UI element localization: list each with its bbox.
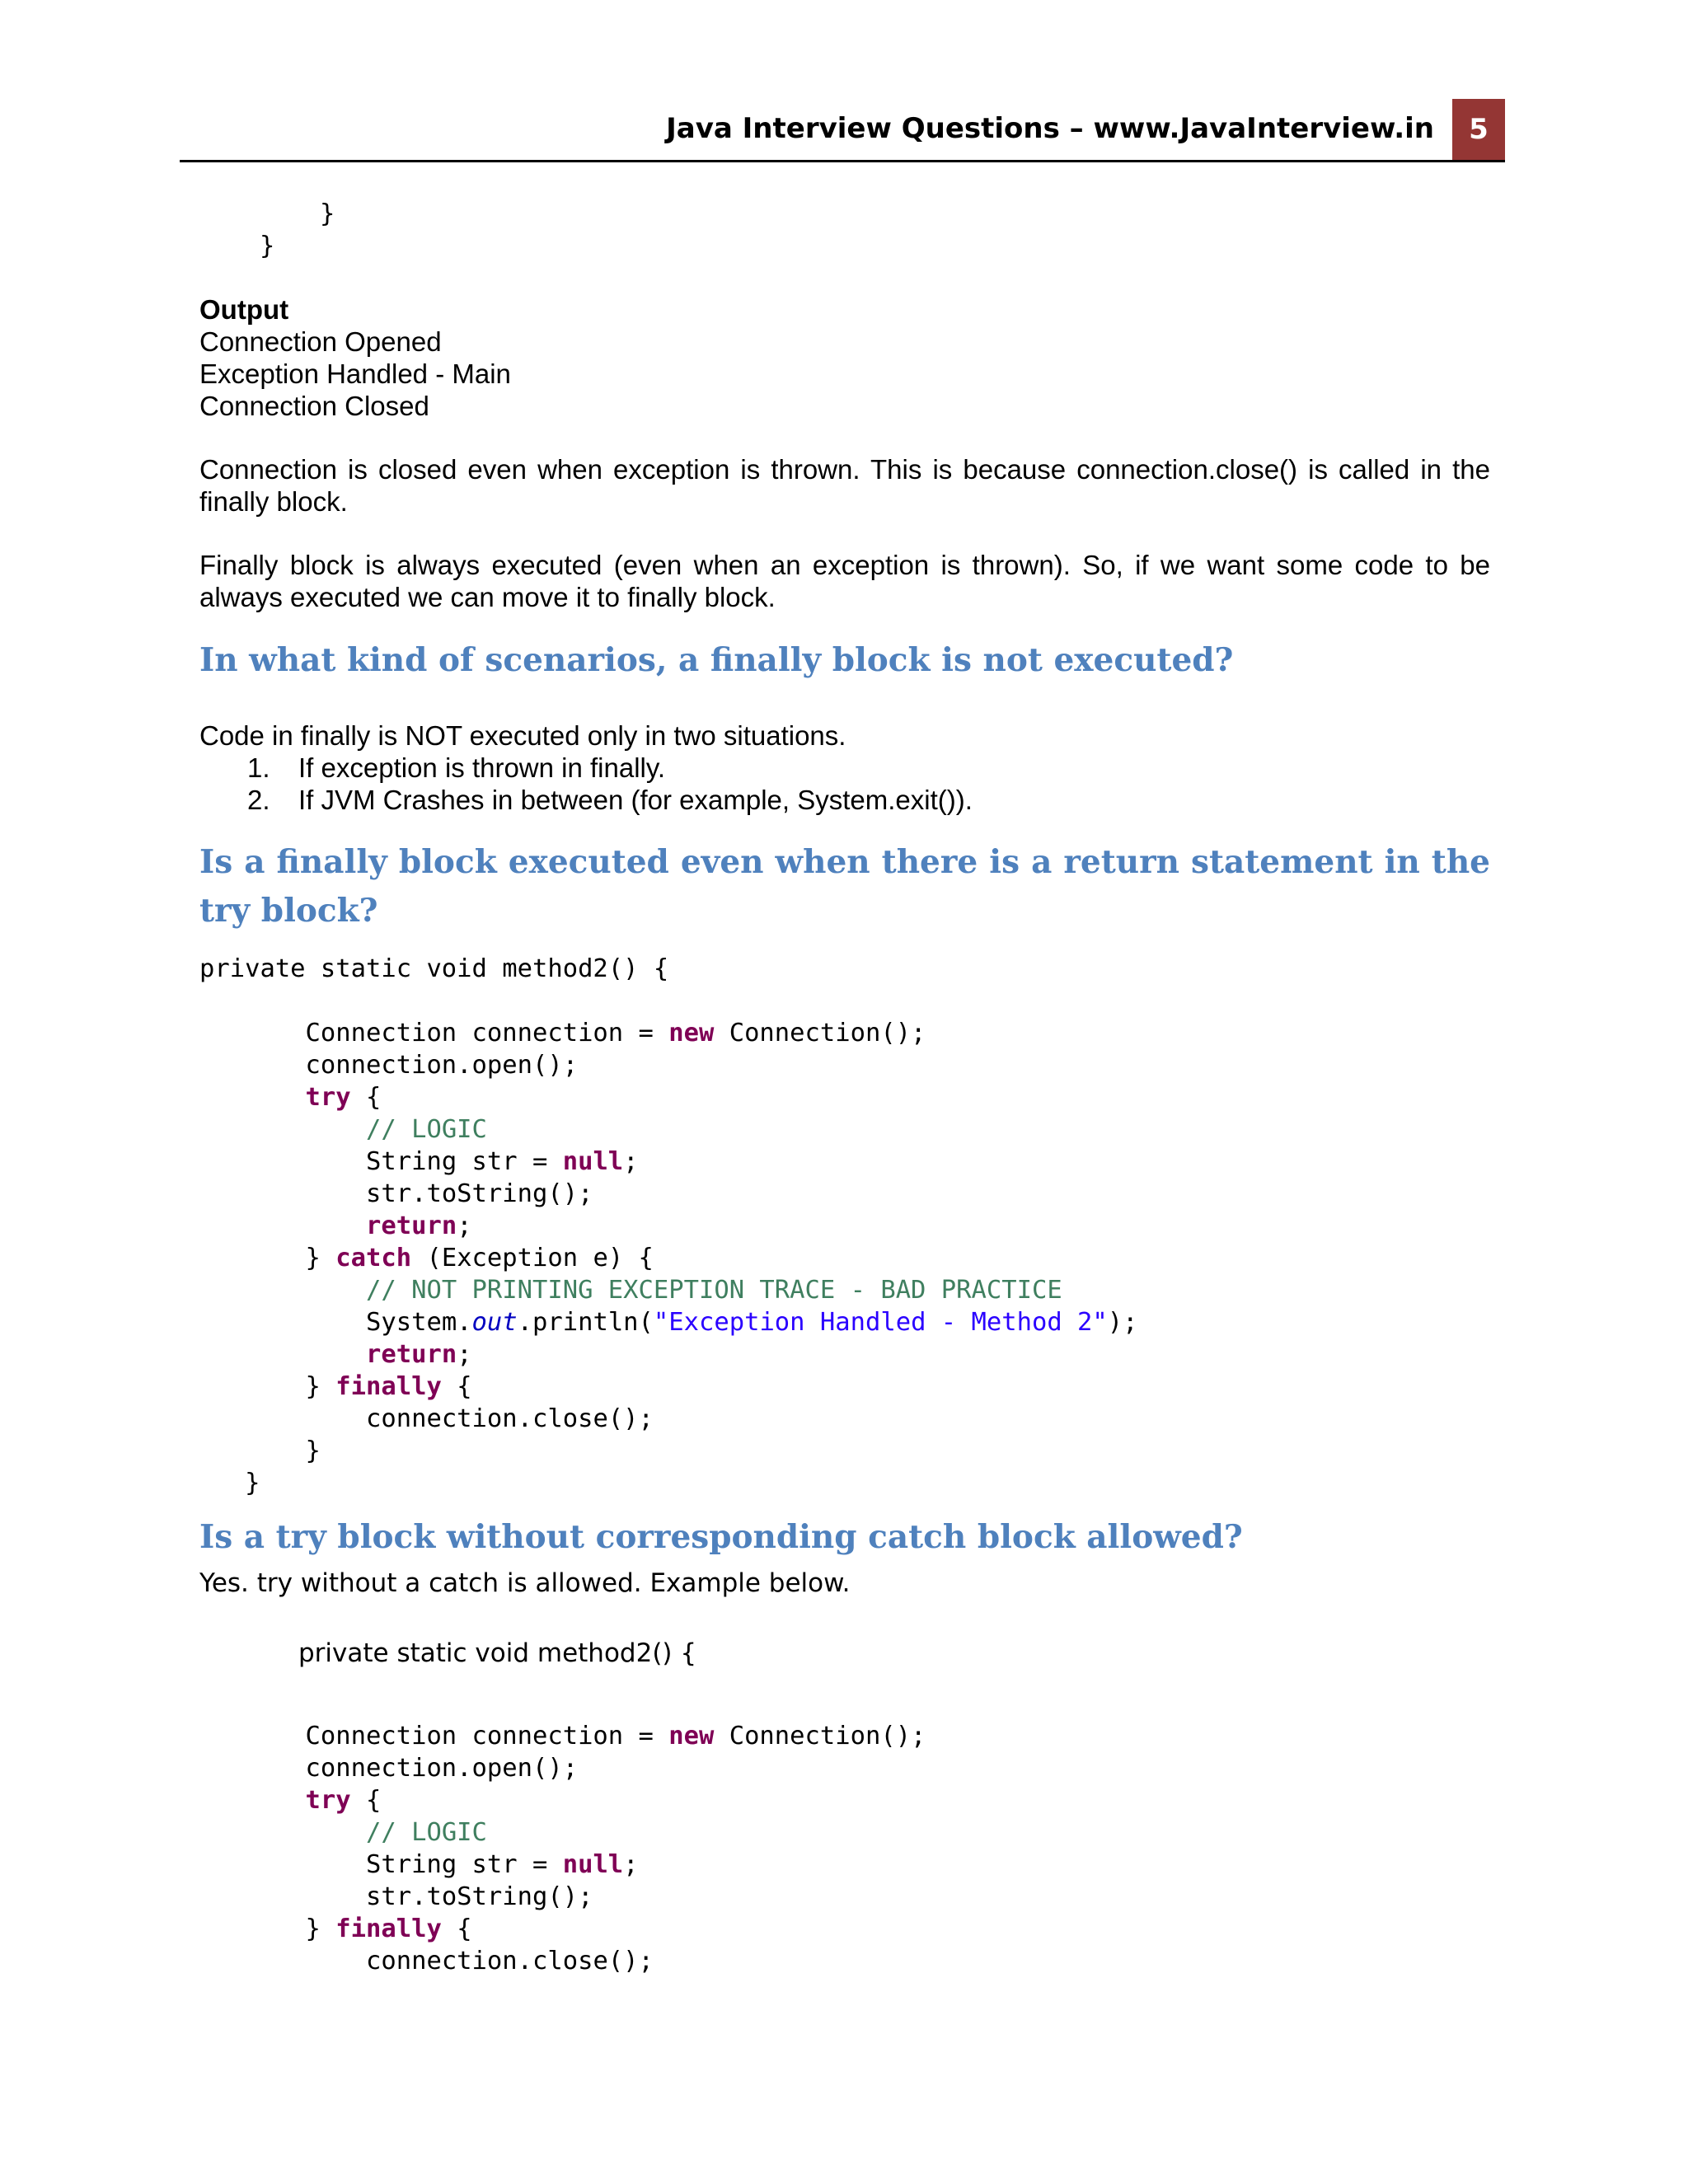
heading-try-without-catch: Is a try block without corresponding catch block allowed? <box>199 1518 1243 1556</box>
code-signature: private static void method2() { <box>298 1638 697 1668</box>
output-line: Connection Closed <box>199 391 429 421</box>
code-closing-brace-inner: } <box>320 199 335 228</box>
paragraph-finally-always: Finally block is always executed (even when an exception is thrown). So, if we want some code to be always executed we can move it to finally block. <box>199 550 1490 612</box>
code-listing: private static void method2() { Connection connection = new Connection(); connection.open(); try { // LOGIC String str = null; str.toString(); return; } catch (Exception e) { // NOT PRINTING EXCEPTION TRACE - BAD PRACTICE System.out.println("Exception Handled - Method 2"); return; } finally { connection.close(); } } <box>199 954 1138 1497</box>
output-line: Exception Handled - Main <box>199 359 511 389</box>
header-title: Java Interview Questions – www.JavaInterview.in <box>666 112 1434 145</box>
code-block-try-without-catch <box>199 1705 926 1992</box>
output-label: Output <box>199 294 289 325</box>
heading-finally-with-return: Is a finally block executed even when there is a return statement in the try block? <box>199 843 1490 930</box>
code-block-method2-return <box>199 938 1138 1514</box>
section3-intro: Yes. try without a catch is allowed. Example below. <box>199 1568 851 1598</box>
list-item: 1. If exception is thrown in finally. <box>247 752 666 783</box>
output-line: Connection Opened <box>199 326 442 357</box>
list-item: 2. If JVM Crashes in between (for example, System.exit()). <box>247 785 973 815</box>
section1-intro: Code in finally is NOT executed only in two situations. <box>199 720 846 751</box>
paragraph-connection-closed: Connection is closed even when exception is thrown. This is because connection.close() is called in the finally block. <box>199 454 1490 517</box>
page-header <box>180 99 1505 162</box>
situations-list <box>199 752 973 816</box>
code-listing: Connection connection = new Connection(); connection.open(); try { // LOGIC String str = null; str.toString(); } finally { connection.close(); <box>305 1722 926 1975</box>
code-closing-brace-outer: } <box>260 232 275 260</box>
heading-finally-not-executed: In what kind of scenarios, a finally block is not executed? <box>199 641 1234 679</box>
page-number: 5 <box>1452 99 1505 160</box>
